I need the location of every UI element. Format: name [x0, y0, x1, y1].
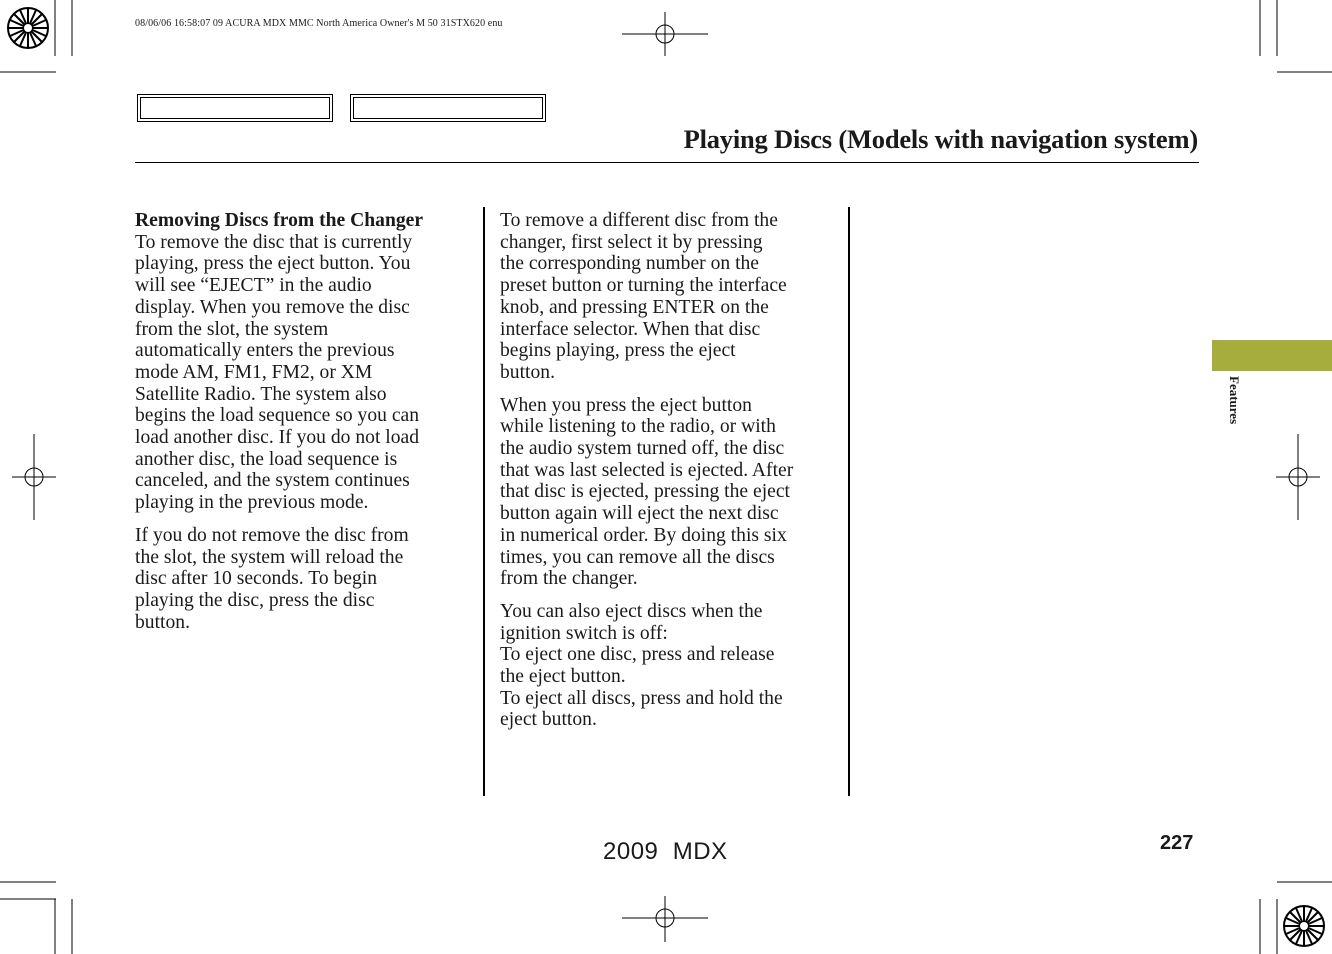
- text-line: You can also eject discs when the: [500, 600, 763, 622]
- text-line: times, you can remove all the discs: [500, 546, 775, 568]
- text-line: playing the disc, press the disc: [135, 589, 375, 611]
- text-line: the eject button.: [500, 666, 626, 688]
- text-line: To eject one disc, press and release: [500, 644, 775, 666]
- column-divider: [483, 207, 485, 796]
- text-line: To eject all discs, press and hold the: [500, 687, 783, 709]
- paragraph: [500, 210, 840, 384]
- text-line: display. When you remove the disc: [135, 296, 410, 318]
- footer-model: 2009 MDX: [603, 838, 728, 865]
- crosshair-icon: [12, 434, 56, 520]
- text-line: that disc is ejected, pressing the eject: [500, 481, 790, 503]
- crosshair-icon: [622, 12, 708, 56]
- crosshair-icon: [622, 896, 708, 942]
- text-line: button again will eject the next disc: [500, 503, 779, 525]
- page-title: Playing Discs (Models with navigation system): [683, 124, 1198, 154]
- text-line: that was last selected is ejected. After: [500, 459, 794, 481]
- text-line: while listening to the radio, or with: [500, 416, 776, 438]
- text-line: ignition switch is off:: [500, 622, 668, 644]
- text-line: To remove the disc that is currently: [135, 231, 413, 253]
- paragraph: [500, 395, 840, 590]
- text-line: automatically enters the previous: [135, 340, 395, 362]
- text-line: knob, and pressing ENTER on the: [500, 296, 769, 318]
- text-line: begins the load sequence so you can: [135, 405, 420, 427]
- text-line: mode AM, FM1, FM2, or XM: [135, 361, 373, 383]
- print-info: 08/06/06 16:58:07 09 ACURA MDX MMC North America Owner's M 50 31STX620 enu: [135, 18, 503, 29]
- section-heading: Removing Discs from the Changer: [135, 210, 424, 231]
- text-line: the slot, the system will reload the: [135, 546, 404, 568]
- text-line: eject button.: [500, 709, 597, 731]
- text-line: load another disc. If you do not load: [135, 427, 420, 449]
- text-line: from the slot, the system: [135, 318, 329, 340]
- text-line: disc after 10 seconds. To begin: [135, 568, 378, 590]
- text-line: in numerical order. By doing this six: [500, 524, 787, 546]
- text-line: from the changer.: [500, 568, 638, 590]
- left-column: [135, 210, 475, 644]
- registration-sunburst-icon: [1284, 906, 1324, 946]
- text-line: preset button or turning the interface: [500, 275, 787, 297]
- text-line: begins playing, press the eject: [500, 340, 736, 362]
- header-box: [137, 94, 333, 122]
- text-line: interface selector. When that disc: [500, 318, 761, 340]
- side-tab-label: Features: [1227, 376, 1242, 425]
- text-line: button.: [135, 611, 190, 633]
- title-rule: [135, 162, 1199, 163]
- text-line: If you do not remove the disc from: [135, 524, 409, 546]
- page-number: 227: [1160, 832, 1194, 854]
- column-divider: [848, 207, 850, 796]
- registration-sunburst-icon: [8, 8, 48, 48]
- section-side-tab: [1212, 340, 1332, 371]
- text-line: canceled, and the system continues: [135, 470, 410, 492]
- text-line: To remove a different disc from the: [500, 210, 778, 231]
- section-block: [135, 210, 475, 514]
- paragraph: [135, 525, 475, 634]
- text-line: playing, press the eject button. You: [135, 253, 411, 275]
- text-line: the audio system turned off, the disc: [500, 438, 785, 460]
- paragraph: [500, 601, 840, 731]
- text-line: another disc, the load sequence is: [135, 448, 398, 470]
- text-line: button.: [500, 361, 555, 383]
- middle-column: [500, 210, 840, 742]
- text-line: When you press the eject button: [500, 394, 752, 416]
- text-line: will see “EJECT” in the audio: [135, 275, 372, 297]
- text-line: changer, first select it by pressing: [500, 231, 763, 253]
- text-line: the corresponding number on the: [500, 253, 760, 275]
- text-line: playing in the previous mode.: [135, 492, 369, 514]
- header-box: [350, 94, 546, 122]
- crosshair-icon: [1276, 434, 1320, 520]
- text-line: Satellite Radio. The system also: [135, 383, 387, 405]
